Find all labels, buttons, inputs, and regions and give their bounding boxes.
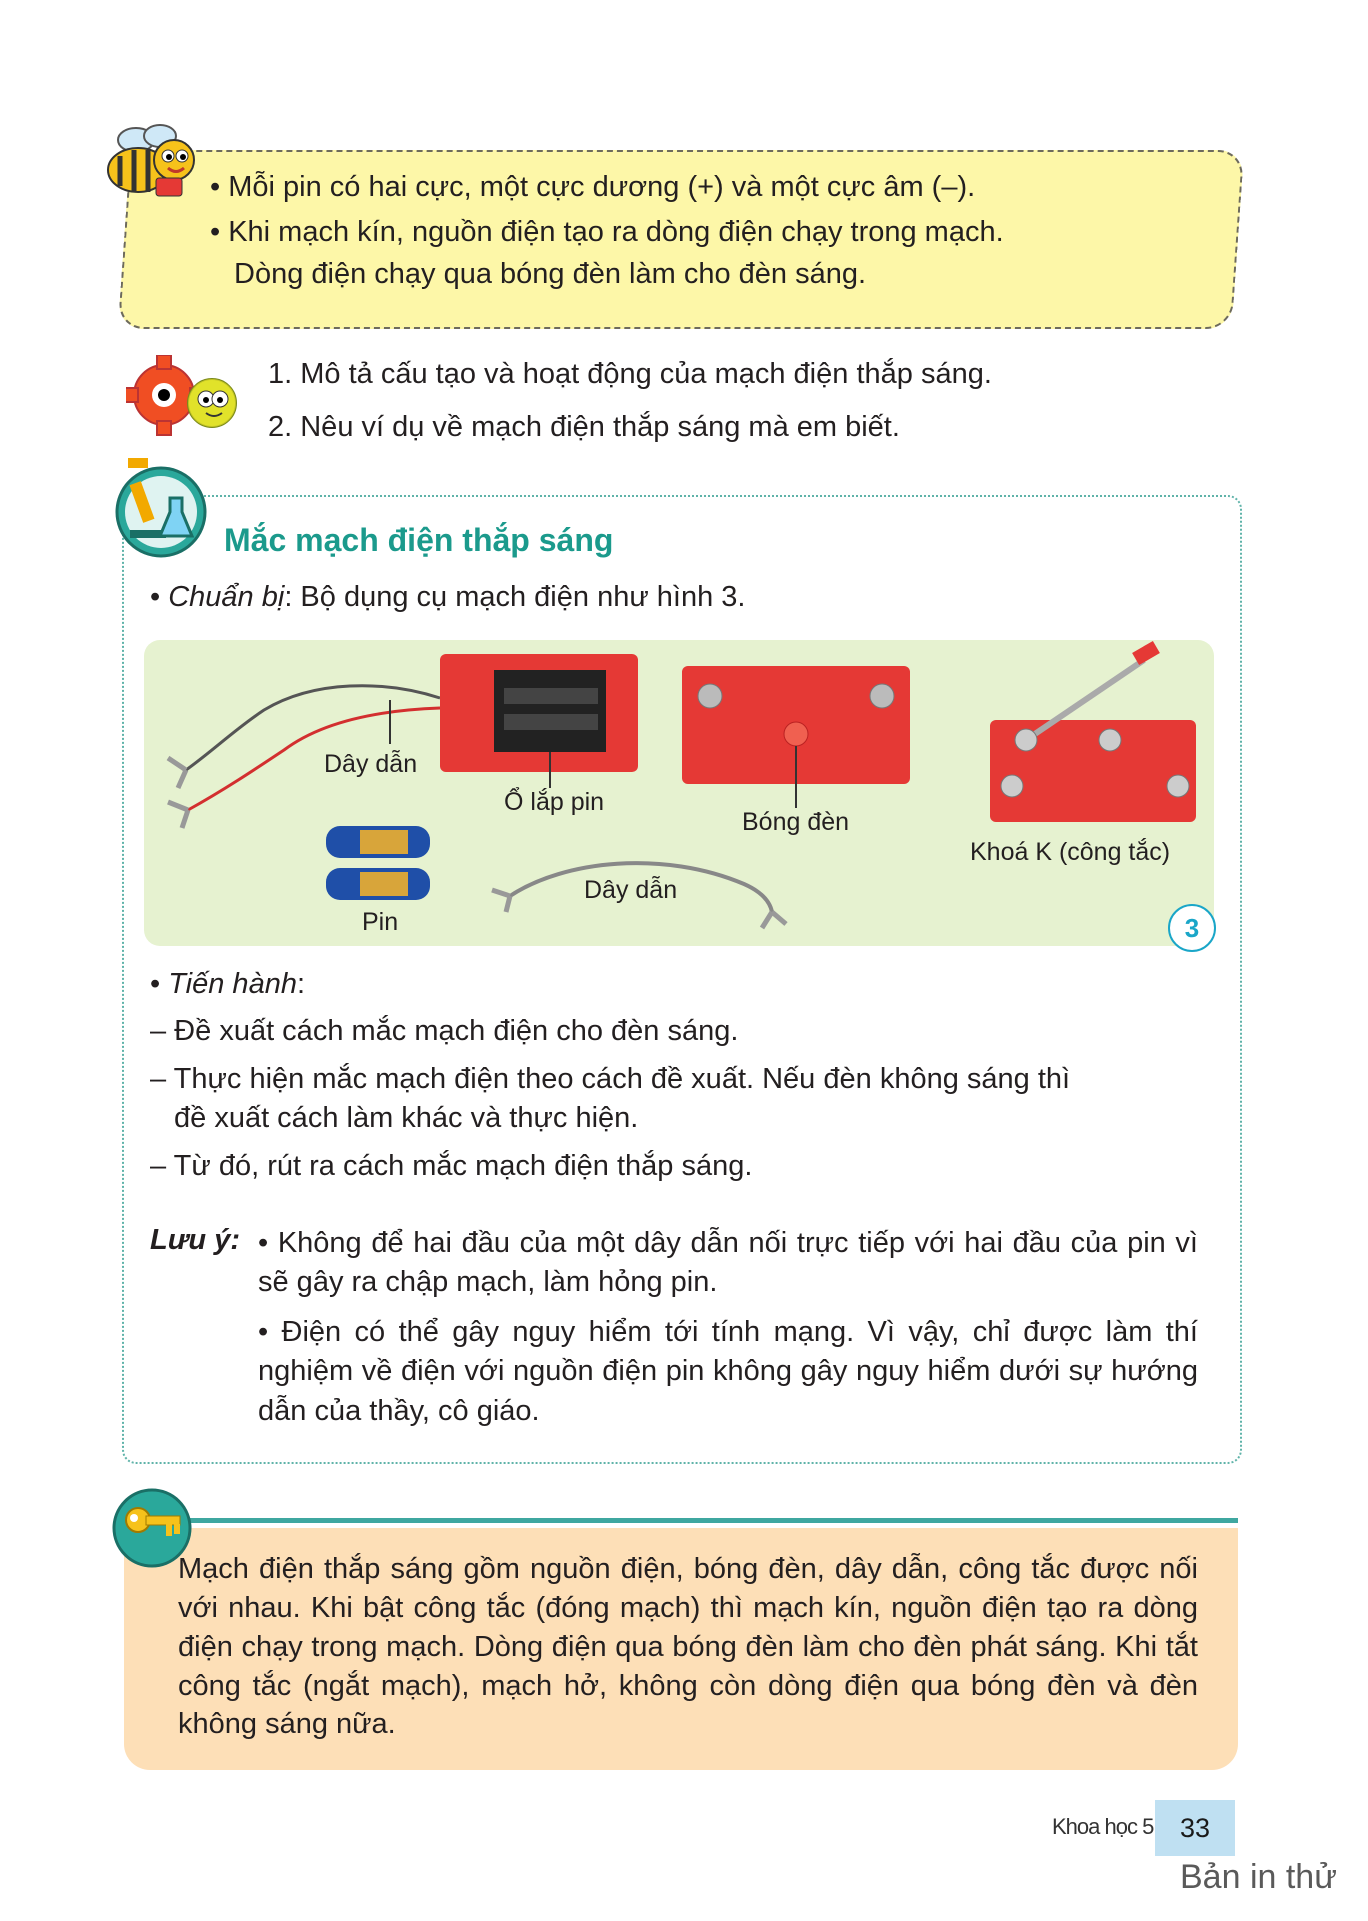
question-2: 2. Nêu ví dụ về mạch điện thắp sáng mà em biết. xyxy=(268,411,900,444)
caution-item-1: • Không để hai đầu của một dây dẫn nối trực tiếp với hai đầu của pin vì sẽ gây ra chập mạch, làm hỏng pin. xyxy=(258,1227,1198,1299)
procedure-label: Tiến hành xyxy=(168,968,297,1000)
label-wire-bottom: Dây dẫn xyxy=(584,876,678,904)
activity-title: Mắc mạch điện thắp sáng xyxy=(224,522,614,558)
step-3: – Từ đó, rút ra cách mắc mạch điện thắp sáng. xyxy=(150,1149,753,1182)
figure-3 xyxy=(144,640,1214,946)
circuit-kit-illustration xyxy=(144,640,1214,946)
prep-label: Chuẩn bị xyxy=(168,581,285,613)
conclusion-top-bar xyxy=(182,1518,1238,1523)
procedure-heading: • Tiến hành: xyxy=(150,968,306,1000)
note-line-3: Dòng điện chạy qua bóng đèn làm cho đèn sáng. xyxy=(234,257,867,290)
caution-item-2: • Điện có thể gây nguy hiểm tới tính mạng. Vì vậy, chỉ được làm thí nghiệm về điện với nguồn điện pin không gây nguy hiểm dưới sự hướng dẫn của thầy, cô giáo. xyxy=(258,1315,1198,1427)
preparation: • Chuẩn bị: Bộ dụng cụ mạch điện như hình 3. xyxy=(150,581,746,613)
conclusion-text: Mạch điện thắp sáng gồm nguồn điện, bóng đèn, dây dẫn, công tắc được nối với nhau. Khi bật công tắc (đóng mạch) thì mạch kín, nguồn điện tạo ra dòng điện chạy trong mạch. Dòng điện qua bóng đèn làm cho đèn phát sáng. Khi tắt công tắc (ngắt mạch), mạch hở, không còn dòng điện qua bóng đèn và đèn không sáng nữa. xyxy=(178,1553,1198,1741)
figure-number-badge: 3 xyxy=(1168,904,1216,952)
note-line-2: • Khi mạch kín, nguồn điện tạo ra dòng điện chạy trong mạch. xyxy=(210,216,1004,249)
gears-icon xyxy=(126,355,246,445)
page-number: 33 xyxy=(1155,1800,1235,1856)
label-switch: Khoá K (công tắc) xyxy=(970,838,1171,866)
caution-label: Lưu ý: xyxy=(150,1224,240,1256)
step-2: – Thực hiện mắc mạch điện theo cách đề xuất. Nếu đèn không sáng thì xyxy=(150,1062,1071,1095)
prep-text: : Bộ dụng cụ mạch điện như hình 3. xyxy=(284,581,746,613)
draft-label: Bản in thử xyxy=(1180,1858,1337,1896)
note-lines xyxy=(210,168,1210,300)
procedure xyxy=(150,965,1210,1194)
label-battery-holder: Ổ lắp pin xyxy=(504,788,605,816)
step-2-cont: đề xuất cách làm khác và thực hiện. xyxy=(174,1102,639,1135)
label-battery: Pin xyxy=(362,908,399,936)
book-title: Khoa học 5 xyxy=(1052,1814,1154,1839)
step-1: – Đề xuất cách mắc mạch điện cho đèn sáng. xyxy=(150,1015,739,1048)
question-1: 1. Mô tả cấu tạo và hoạt động của mạch điện thắp sáng. xyxy=(268,358,992,390)
bee-icon xyxy=(98,118,208,208)
questions xyxy=(268,355,992,462)
microscope-flask-icon xyxy=(108,452,214,560)
label-wire-top: Dây dẫn xyxy=(324,750,418,778)
procedure-colon: : xyxy=(296,968,306,1000)
caution-items xyxy=(258,1224,1198,1441)
note-line-1: • Mỗi pin có hai cực, một cực dương (+) và một cực âm (–). xyxy=(210,171,976,203)
label-bulb: Bóng đèn xyxy=(742,808,850,836)
